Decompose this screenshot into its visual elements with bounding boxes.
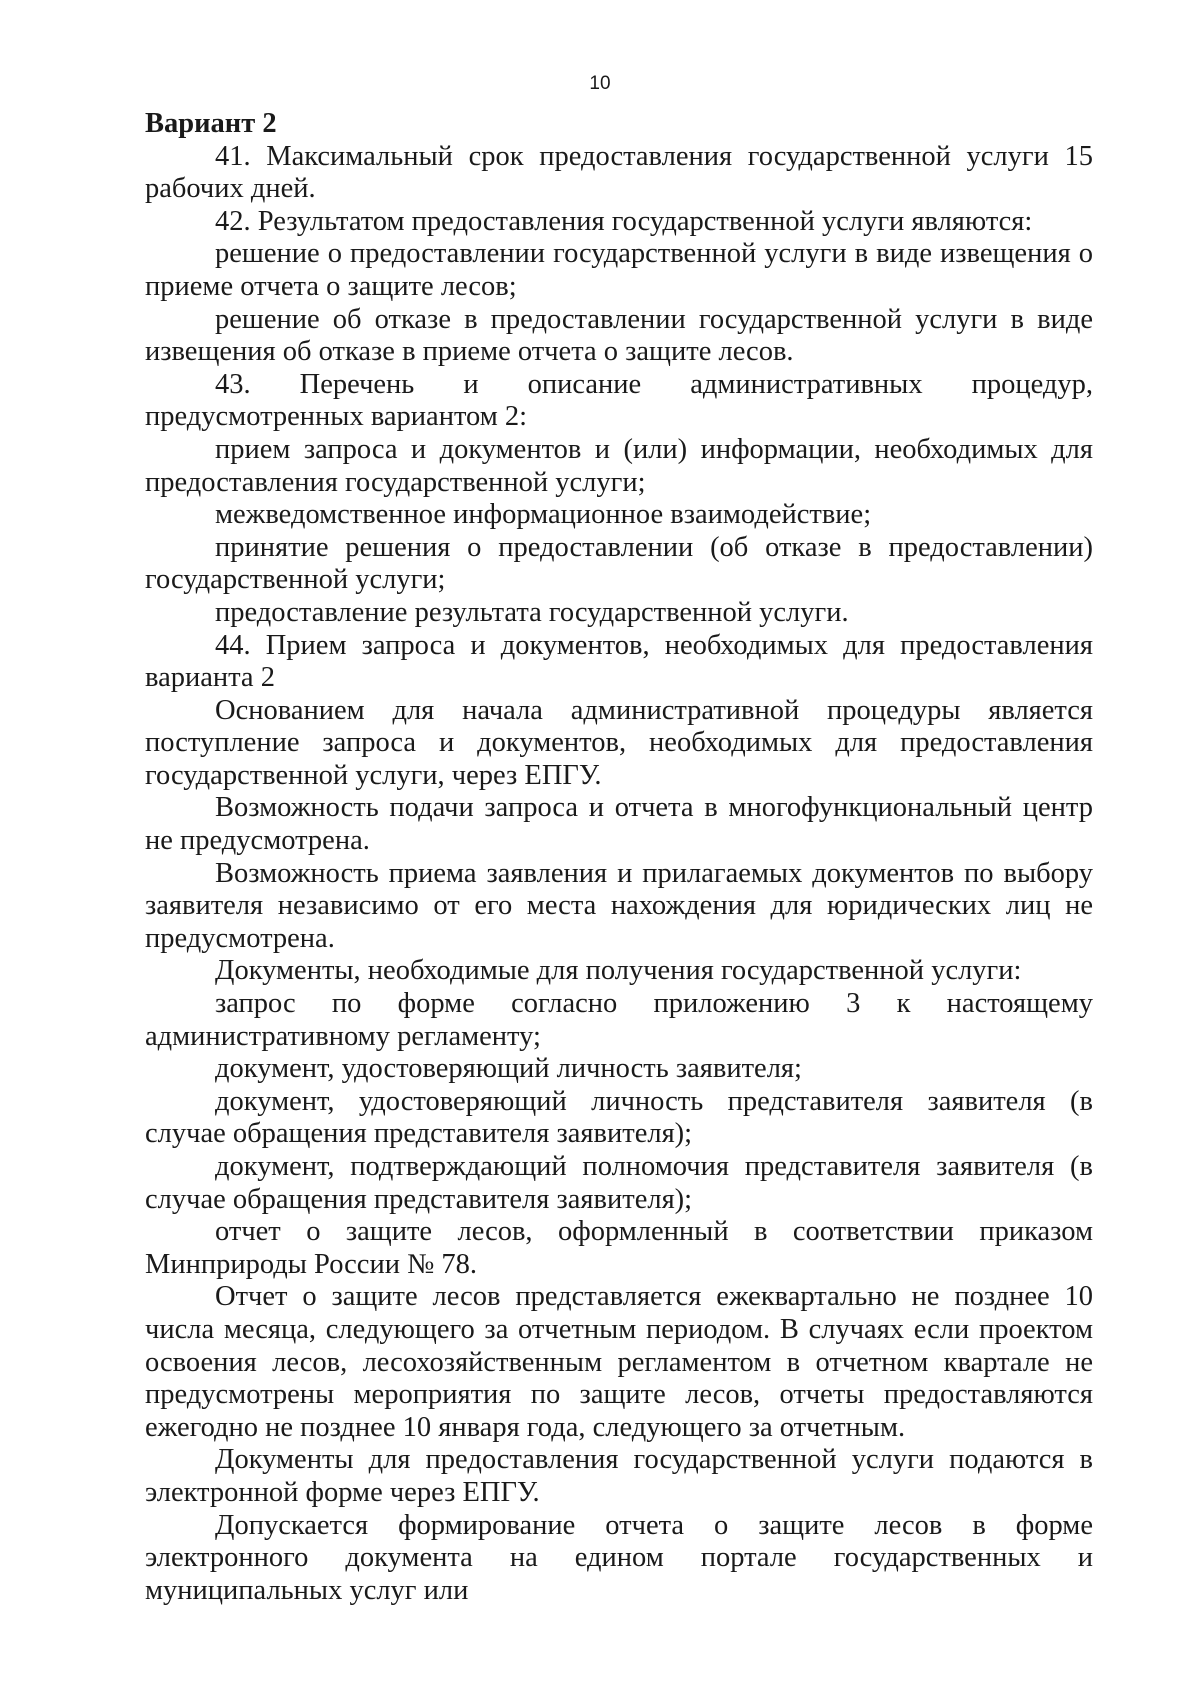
- paragraph-43: 43. Перечень и описание административных процедур, предусмотренных вариантом 2:: [145, 368, 1093, 433]
- list-item-document-identity: документ, удостоверяющий личность заявителя;: [215, 1053, 802, 1085]
- paragraph-documents-intro: Документы, необходимые для получения государственной услуги:: [215, 955, 1022, 987]
- paragraph-basis: Основанием для начала административной процедуры является поступление запроса и документов, необходимых для предоставления государственной услуги, через ЕПГУ.: [145, 694, 1093, 791]
- list-item-result-refusal: решение об отказе в предоставлении государственной услуги в виде извещения об отказе в приеме отчета о защите лесов.: [145, 303, 1093, 368]
- list-item-procedure-interagency: межведомственное информационное взаимодействие;: [215, 499, 872, 531]
- list-item-document-representative-identity: документ, удостоверяющий личность представителя заявителя (в случае обращения представителя заявителя);: [145, 1085, 1093, 1150]
- list-item-procedure-receipt: прием запроса и документов и (или) информации, необходимых для предоставления государственной услуги;: [145, 433, 1093, 498]
- list-item-procedure-result: предоставление результата государственной услуги.: [215, 596, 849, 628]
- list-item-result-approval: решение о предоставлении государственной услуги в виде извещения о приеме отчета о защите лесов;: [145, 238, 1093, 302]
- document-body: [145, 108, 1093, 1607]
- page-number: 10: [589, 73, 611, 94]
- section-heading: Вариант 2: [145, 108, 277, 139]
- paragraph-electronic-submission: Документы для предоставления государственной услуги подаются в электронной форме через ЕПГУ.: [145, 1444, 1093, 1508]
- paragraph-report-deadline: Отчет о защите лесов представляется ежеквартально не позднее 10 числа месяца, следующего за отчетным периодом. В случаях если проектом освоения лесов, лесохозяйственным регламентом в отчетном квартале не предусмотрены мероприятия по защите лесов, отчеты предоставляются ежегодно не позднее 10 января года, следующего за отчетным.: [145, 1281, 1093, 1443]
- paragraph-electronic-report: Допускается формирование отчета о защите лесов в форме электронного документа на едином портале государственных и муниципальных услуг или: [145, 1509, 1093, 1606]
- list-item-document-representative-authority: документ, подтверждающий полномочия представителя заявителя (в случае обращения представителя заявителя);: [145, 1151, 1093, 1215]
- paragraph-extraterritorial: Возможность приема заявления и прилагаемых документов по выбору заявителя независимо от его места нахождения для юридических лиц не предусмотрена.: [145, 857, 1093, 954]
- paragraph-44: 44. Прием запроса и документов, необходимых для предоставления варианта 2: [145, 629, 1093, 694]
- list-item-procedure-decision: принятие решения о предоставлении (об отказе в предоставлении) государственной услуги;: [145, 531, 1093, 596]
- list-item-document-request: запрос по форме согласно приложению 3 к настоящему административному регламенту;: [145, 988, 1093, 1052]
- paragraph-41: 41. Максимальный срок предоставления государственной услуги 15 рабочих дней.: [145, 140, 1093, 205]
- list-item-document-report: отчет о защите лесов, оформленный в соответствии приказом Минприроды России № 78.: [145, 1216, 1093, 1280]
- paragraph-42: 42. Результатом предоставления государственной услуги являются:: [215, 205, 1033, 237]
- paragraph-mfc: Возможность подачи запроса и отчета в многофункциональный центр не предусмотрена.: [145, 792, 1093, 857]
